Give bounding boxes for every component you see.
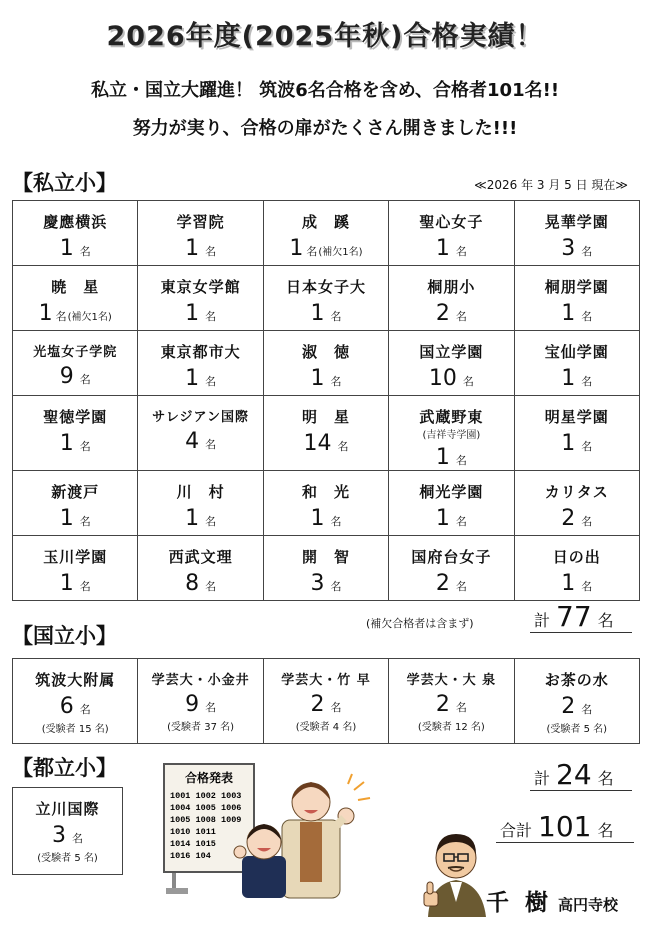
school-count: 1 名 <box>561 431 593 456</box>
table-row <box>13 471 640 536</box>
school-name: 桐朋学園 <box>544 278 609 296</box>
school-count: 1 名 <box>435 506 467 531</box>
school-cell <box>13 471 138 536</box>
table-row <box>13 331 640 396</box>
grand-total-label: 合計 <box>500 821 533 840</box>
school-name: 立川国際 <box>35 800 100 818</box>
school-cell <box>263 536 388 601</box>
school-name: 明星学園 <box>544 408 609 426</box>
section-private-heading: 【私立小】 <box>12 171 117 195</box>
public-results-table <box>12 787 123 875</box>
school-count: 3 名 <box>561 236 593 261</box>
page-title: 2026年度(2025年秋)合格実績！ <box>106 21 544 52</box>
brand-area: 高円寺校 <box>558 896 619 914</box>
school-cell <box>389 331 514 396</box>
table-row <box>13 266 640 331</box>
school-count: 2 名 <box>561 694 593 719</box>
school-name: 和 光 <box>301 483 350 501</box>
school-count: 2 名 <box>435 571 467 596</box>
national-total-value: 24 <box>556 758 592 791</box>
private-total <box>534 600 614 633</box>
school-cell <box>13 266 138 331</box>
as-of-date: ≪2026 年 3 月 5 日 現在≫ <box>474 178 628 192</box>
school-count: 3 名 <box>310 571 342 596</box>
school-name: 聖徳学園 <box>43 408 108 426</box>
school-cell <box>13 659 138 744</box>
school-name: カリタス <box>544 483 609 501</box>
grand-total-unit: 名 <box>597 821 614 840</box>
school-name: 川 村 <box>176 483 225 501</box>
school-cell <box>389 536 514 601</box>
school-count: 2 名 <box>435 692 467 717</box>
school-cell <box>138 266 263 331</box>
waitlist-note: (補欠1名) <box>67 312 112 323</box>
school-name: 日本女子大 <box>285 278 366 296</box>
school-name: 聖心女子 <box>419 213 484 231</box>
school-subname: (吉祥寺学園) <box>422 430 481 441</box>
school-count: 1 名 <box>561 366 593 391</box>
exam-count: (受験者 15 名) <box>41 724 109 735</box>
school-count: 1 名 <box>435 236 467 261</box>
school-cell <box>263 471 388 536</box>
mother-figure <box>282 782 354 898</box>
board-line: 1014 1015 <box>170 839 216 849</box>
school-count: 2 名 <box>561 506 593 531</box>
school-cell <box>263 659 388 744</box>
board-title: 合格発表 <box>184 771 234 785</box>
school-name: お茶の水 <box>544 671 609 689</box>
table-row <box>13 396 640 471</box>
brand-name: 千 樹 <box>486 890 553 916</box>
national-total <box>534 758 614 791</box>
school-count: 10 名 <box>428 366 474 391</box>
school-name: 淑 徳 <box>301 343 350 361</box>
school-name: サレジアン国際 <box>152 410 250 425</box>
lead-line-1: 私立・国立大躍進！ 筑波6名合格を含め、合格者101名!! <box>90 80 560 101</box>
school-count: 1 名 <box>59 236 91 261</box>
exam-count: (受験者 5 名) <box>546 724 608 735</box>
school-name: 開 智 <box>301 548 350 566</box>
school-cell <box>514 266 639 331</box>
school-name: 東京女学館 <box>160 278 241 296</box>
school-name: 暁 星 <box>51 278 100 296</box>
school-count: 1 名 <box>310 506 342 531</box>
school-cell <box>514 396 639 471</box>
sparkle-lines <box>348 774 370 800</box>
school-cell <box>389 201 514 266</box>
table-row <box>13 536 640 601</box>
school-name: 学芸大・大 泉 <box>406 673 497 688</box>
school-name: 明 星 <box>301 408 350 426</box>
school-cell <box>263 396 388 471</box>
national-total-unit: 名 <box>597 769 614 788</box>
private-total-value: 77 <box>556 600 592 633</box>
school-cell <box>514 536 639 601</box>
board-line: 1016 104 <box>170 851 211 861</box>
school-name: 光塩女子学院 <box>33 345 118 360</box>
exam-count: (受験者 4 名) <box>295 722 357 733</box>
school-cell <box>138 201 263 266</box>
school-count: 8 名 <box>185 571 217 596</box>
school-cell <box>263 331 388 396</box>
school-name: 筑波大附属 <box>35 671 116 689</box>
grand-total <box>500 810 613 843</box>
waitlist-note: (補欠1名) <box>318 247 363 258</box>
school-count: 1 名 <box>561 301 593 326</box>
exam-count: (受験者 37 名) <box>167 722 235 733</box>
school-count: 1 名(補欠1名) <box>289 236 363 261</box>
school-name: 桐朋小 <box>427 278 476 296</box>
teacher-illustration <box>420 822 492 917</box>
school-cell <box>389 659 514 744</box>
school-name: 宝仙学園 <box>544 343 609 361</box>
private-total-unit: 名 <box>597 611 614 630</box>
school-count: 1 名 <box>59 506 91 531</box>
school-cell <box>263 201 388 266</box>
school-name: 国府台女子 <box>411 548 492 566</box>
school-cell <box>13 331 138 396</box>
school-count: 2 名 <box>435 301 467 326</box>
school-count: 1 名 <box>185 236 217 261</box>
school-name: 新渡戸 <box>51 483 100 501</box>
school-count: 1 名 <box>561 571 593 596</box>
school-name: 玉川学園 <box>43 548 108 566</box>
school-count: 1 名 <box>185 301 217 326</box>
school-count: 9 名 <box>185 692 217 717</box>
section-national-heading: 【国立小】 <box>12 624 117 648</box>
national-total-label: 計 <box>534 769 551 788</box>
school-count: 1 名(補欠1名) <box>38 301 112 326</box>
school-name: 桐光学園 <box>419 483 484 501</box>
board-line: 1005 1008 1009 <box>170 815 242 825</box>
school-name: 国立学園 <box>419 343 484 361</box>
school-cell <box>389 266 514 331</box>
school-cell <box>138 331 263 396</box>
school-count: 14 名 <box>303 431 349 456</box>
school-name: 晃華学園 <box>544 213 609 231</box>
school-cell <box>514 331 639 396</box>
school-count: 1 名 <box>59 571 91 596</box>
table-row <box>13 201 640 266</box>
school-name: 成 蹊 <box>301 213 350 231</box>
school-name: 学芸大・竹 早 <box>281 673 371 688</box>
school-count: 3 名 <box>52 823 83 848</box>
private-hint: (補欠合格者は含まず) <box>366 617 474 630</box>
school-count: 4 名 <box>185 429 217 454</box>
school-name: 武蔵野東 <box>419 408 484 426</box>
board-line: 1001 1002 1003 <box>170 791 242 801</box>
school-count: 1 名 <box>310 366 342 391</box>
national-total-underline <box>530 790 632 791</box>
school-count: 1 名 <box>435 445 467 470</box>
school-cell <box>514 201 639 266</box>
private-results-table <box>12 200 640 601</box>
school-cell <box>138 536 263 601</box>
school-count: 6 名 <box>59 694 91 719</box>
school-name: 西武文理 <box>168 548 233 566</box>
school-cell <box>13 201 138 266</box>
grand-total-value: 101 <box>538 810 592 843</box>
school-count: 1 名 <box>185 366 217 391</box>
school-count: 9 名 <box>59 364 91 389</box>
school-cell <box>138 659 263 744</box>
celebration-illustration <box>160 760 375 900</box>
exam-count: (受験者 5 名) <box>37 853 98 864</box>
school-cell <box>13 536 138 601</box>
school-name: 慶應横浜 <box>43 213 108 231</box>
school-name: 学習院 <box>176 213 225 231</box>
national-results-table <box>12 658 640 744</box>
school-count: 1 名 <box>185 506 217 531</box>
lead-line-2: 努力が実り、合格の扉がたくさん開きました!!! <box>132 118 518 139</box>
school-cell <box>514 471 639 536</box>
school-cell <box>263 266 388 331</box>
exam-count: (受験者 12 名) <box>417 722 485 733</box>
school-count: 1 名 <box>59 431 91 456</box>
school-brand <box>486 884 618 917</box>
grand-total-underline <box>496 842 634 843</box>
school-cell <box>514 659 639 744</box>
school-cell <box>389 471 514 536</box>
private-total-underline <box>530 632 632 633</box>
section-public-heading: 【都立小】 <box>12 756 117 780</box>
private-total-label: 計 <box>534 611 551 630</box>
board-line: 1010 1011 <box>170 827 216 837</box>
school-count: 1 名 <box>310 301 342 326</box>
school-cell <box>138 471 263 536</box>
school-name: 日の出 <box>552 548 601 566</box>
school-count: 2 名 <box>310 692 342 717</box>
school-cell <box>13 396 138 471</box>
school-cell <box>138 396 263 471</box>
school-name: 東京都市大 <box>160 343 241 361</box>
board-line: 1004 1005 1006 <box>170 803 242 813</box>
school-cell <box>389 396 514 471</box>
school-name: 学芸大・小金井 <box>151 673 250 688</box>
